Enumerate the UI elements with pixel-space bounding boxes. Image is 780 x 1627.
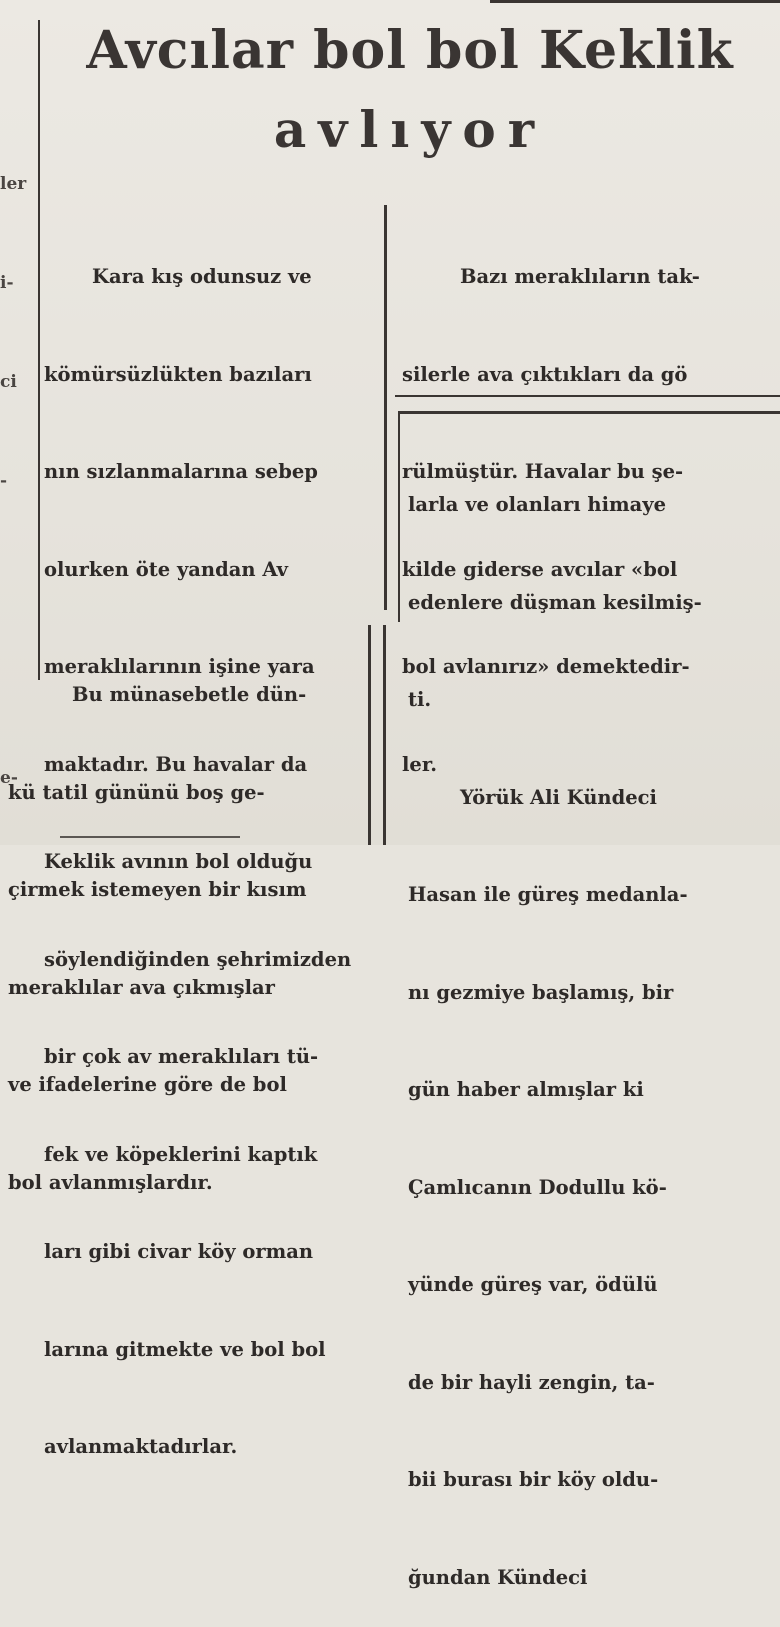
headline-line-2: avlıyor bbox=[273, 100, 547, 159]
text-line: söylendiğinden şehrimizden bbox=[44, 947, 352, 971]
text-line: maktadır. Bu havalar da bbox=[44, 752, 308, 776]
text-line: de bir hayli zengin, ta- bbox=[408, 1370, 655, 1394]
text-line: kü tatil gününü boş ge- bbox=[8, 780, 265, 804]
text-line: Bazı meraklıların tak- bbox=[460, 265, 700, 288]
text-line: bir çok av meraklıları tü- bbox=[44, 1045, 319, 1068]
right-lower-rule bbox=[398, 412, 400, 622]
fragment-line bbox=[0, 564, 40, 597]
text-line: silerle ava çıktıkları da gö bbox=[402, 362, 688, 386]
text-line: ve ifadelerine göre de bol bbox=[8, 1073, 287, 1096]
text-line: fek ve köpeklerini kaptık bbox=[44, 1142, 318, 1166]
text-line: nı gezmiye başlamış, bir bbox=[408, 980, 674, 1004]
right-column-paragraph-2 bbox=[408, 424, 780, 1627]
text-line: avlanmaktadırlar. bbox=[44, 1435, 238, 1458]
text-line: meraklılar ava çıkmışlar bbox=[8, 975, 275, 999]
text-line: ti. bbox=[408, 688, 432, 711]
center-column-rule-top bbox=[384, 205, 387, 610]
text-line: kömürsüzlükten bazıları bbox=[44, 362, 312, 386]
text-line: Keklik avının bol olduğu bbox=[44, 850, 313, 873]
text-line: bol avlanmışlardır. bbox=[8, 1170, 213, 1194]
text-line: meraklılarının işine yara bbox=[44, 655, 315, 678]
fragment-line: - bbox=[0, 471, 8, 491]
text-line: rülmüştür. Havalar bu şe- bbox=[402, 460, 684, 483]
text-line: Kara kış odunsuz ve bbox=[92, 265, 312, 288]
text-line: gün haber almışlar ki bbox=[408, 1078, 644, 1101]
text-line: Yörük Ali Kündeci bbox=[460, 785, 657, 809]
text-line: çirmek istemeyen bir kısım bbox=[8, 878, 307, 901]
text-line: olurken öte yandan Av bbox=[44, 557, 289, 581]
headline-line-1: Avcılar bol bol Keklik bbox=[86, 20, 734, 81]
text-line: larına gitmekte ve bol bol bbox=[44, 1337, 326, 1361]
top-edge-rule bbox=[490, 0, 780, 3]
fragment-line: e- bbox=[0, 768, 18, 788]
text-line: Hasan ile güreş medanla- bbox=[408, 883, 688, 906]
fragment-line: ci bbox=[0, 372, 17, 392]
text-line: kilde giderse avcılar «bol bbox=[402, 557, 678, 581]
text-line: nın sızlanmalarına sebep bbox=[44, 460, 318, 483]
left-column-paragraph-2 bbox=[8, 614, 368, 1232]
text-line: ları gibi civar köy orman bbox=[44, 1240, 314, 1263]
text-line: yünde güreş var, ödülü bbox=[408, 1273, 658, 1296]
text-line: ler. bbox=[402, 752, 438, 776]
text-line: larla ve olanları himaye bbox=[408, 493, 667, 516]
fragment-line: ler bbox=[0, 174, 27, 194]
fragment-line: i- bbox=[0, 273, 14, 293]
right-bottom-rule bbox=[383, 625, 386, 845]
text-line: edenlere düşman kesilmiş- bbox=[408, 590, 702, 614]
text-line: bol avlanırız» demektedir- bbox=[402, 655, 690, 678]
text-line: Çamlıcanın Dodullu kö- bbox=[408, 1175, 667, 1199]
text-line: bii burası bir köy oldu- bbox=[408, 1468, 659, 1491]
text-line: ğundan Kündeci bbox=[408, 1565, 588, 1589]
text-line: Bu münasebetle dün- bbox=[72, 683, 307, 706]
